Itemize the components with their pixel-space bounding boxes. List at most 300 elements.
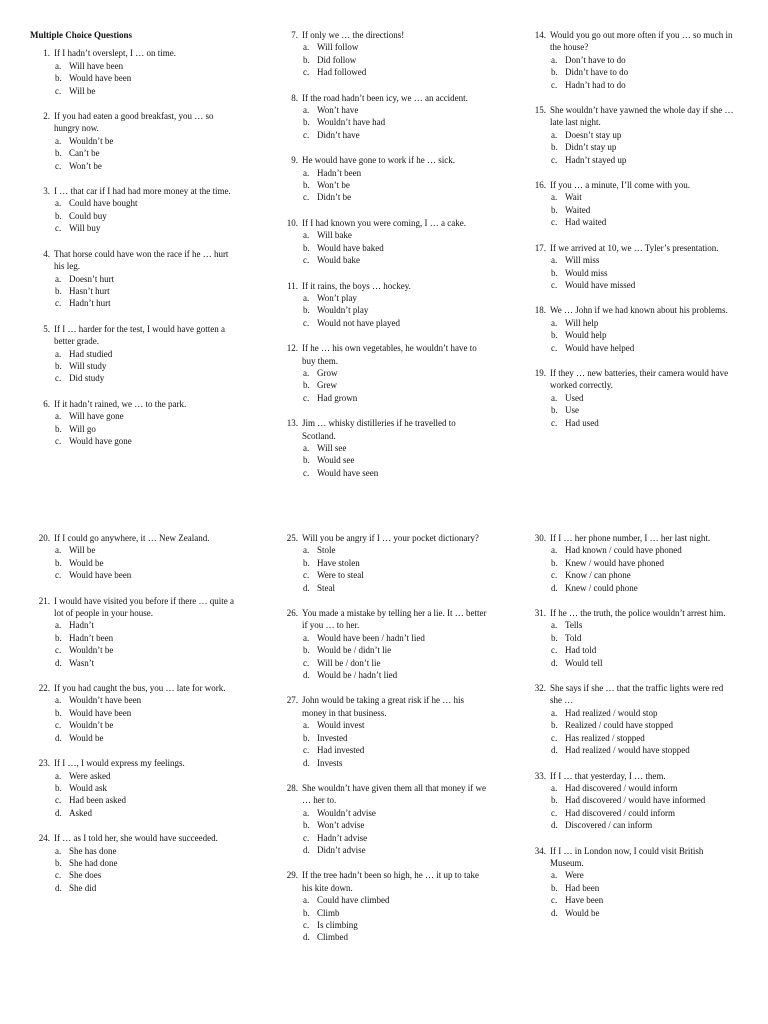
option-letter: a. — [303, 545, 310, 556]
question-item — [278, 154, 488, 204]
answer-option[interactable] — [550, 154, 736, 166]
question-number: 8. — [291, 92, 298, 103]
answer-option[interactable] — [302, 644, 488, 656]
answer-option[interactable] — [302, 254, 488, 266]
answer-option[interactable] — [302, 179, 488, 191]
question-text: If the road hadn’t been icy, we … an accident. — [302, 92, 468, 103]
answer-option[interactable] — [302, 931, 488, 943]
option-text: Didn’t have to do — [565, 67, 629, 78]
option-text: Had discovered / would have informed — [565, 795, 706, 806]
option-letter: d. — [303, 844, 310, 855]
answer-option[interactable] — [302, 367, 488, 379]
option-letter: b. — [303, 820, 310, 831]
option-text: Were asked — [69, 770, 111, 781]
option-text: She does — [69, 870, 102, 881]
question-text: If you had eaten a good breakfast, you … so hungry now. — [54, 111, 214, 134]
option-text: Had grown — [317, 392, 358, 403]
answer-option[interactable] — [550, 869, 736, 881]
answer-option[interactable] — [54, 297, 240, 309]
option-letter: a. — [551, 54, 558, 65]
option-letter: c. — [303, 657, 310, 668]
answer-option[interactable] — [550, 66, 736, 78]
answer-option[interactable] — [550, 54, 736, 66]
option-letter: d. — [55, 882, 62, 893]
option-letter: a. — [551, 392, 558, 403]
question-number: 33. — [534, 770, 546, 781]
option-letter: b. — [303, 455, 310, 466]
option-letter: b. — [55, 557, 62, 568]
answer-option[interactable] — [302, 54, 488, 66]
answer-option[interactable] — [550, 782, 736, 794]
question-item — [30, 532, 240, 582]
option-letter: c. — [551, 645, 558, 656]
answer-option[interactable] — [550, 204, 736, 216]
answer-option[interactable] — [550, 582, 736, 594]
option-letter: c. — [551, 342, 558, 353]
option-letter: c. — [551, 217, 558, 228]
option-letter: b. — [303, 380, 310, 391]
option-text: Wasn’t — [69, 657, 95, 668]
option-text: Doesn’t hurt — [69, 273, 115, 284]
option-letter: a. — [55, 411, 62, 422]
answer-option[interactable] — [550, 279, 736, 291]
option-letter: b. — [303, 180, 310, 191]
option-text: Had been asked — [69, 795, 126, 806]
answer-option[interactable] — [550, 882, 736, 894]
answer-option[interactable] — [54, 360, 240, 372]
option-text: Could buy — [69, 210, 107, 221]
option-letter: a. — [551, 545, 558, 556]
option-letter: c. — [55, 645, 62, 656]
question-number: 30. — [534, 533, 546, 543]
option-text: Would have been — [69, 73, 132, 84]
answer-options — [54, 845, 240, 895]
answer-option[interactable] — [302, 229, 488, 241]
answer-option[interactable] — [550, 417, 736, 429]
answer-option[interactable] — [550, 619, 736, 631]
answer-option[interactable] — [302, 454, 488, 466]
question-number: 25. — [286, 533, 298, 543]
option-letter: b. — [551, 795, 558, 806]
answer-option[interactable] — [302, 919, 488, 931]
answer-option[interactable] — [54, 285, 240, 297]
answer-option[interactable] — [550, 254, 736, 266]
answer-option[interactable] — [54, 782, 240, 794]
question-column — [278, 29, 488, 492]
option-text: Have been — [565, 895, 604, 906]
answer-option[interactable] — [54, 435, 240, 447]
option-text: Wouldn’t be — [69, 135, 114, 146]
answer-options — [54, 410, 240, 447]
answer-option[interactable] — [302, 832, 488, 844]
answer-option[interactable] — [550, 732, 736, 744]
option-text: Grow — [317, 367, 338, 378]
answer-option[interactable] — [550, 557, 736, 569]
option-letter: a. — [55, 770, 62, 781]
option-text: Didn’t have — [317, 129, 360, 140]
question-number: 3. — [43, 186, 50, 197]
option-text: Would have seen — [317, 467, 379, 478]
answer-options — [302, 442, 488, 479]
answer-option[interactable] — [302, 129, 488, 141]
question-number: 6. — [43, 398, 50, 409]
answer-option[interactable] — [550, 632, 736, 644]
option-letter: c. — [303, 392, 310, 403]
answer-option[interactable] — [302, 66, 488, 78]
answer-option[interactable] — [550, 719, 736, 731]
question-item — [30, 323, 240, 385]
answer-option[interactable] — [550, 329, 736, 341]
option-text: Wouldn’t advise — [317, 807, 376, 818]
answer-option[interactable] — [54, 770, 240, 782]
option-text: Did follow — [317, 54, 357, 65]
option-text: Won’t advise — [317, 820, 365, 831]
answer-option[interactable] — [550, 657, 736, 669]
answer-option[interactable] — [302, 657, 488, 669]
question-column — [30, 532, 240, 907]
answer-option[interactable] — [54, 632, 240, 644]
option-letter: a. — [55, 620, 62, 631]
option-letter: b. — [55, 73, 62, 84]
question-number: 12. — [286, 343, 298, 354]
answer-option[interactable] — [550, 569, 736, 581]
question-number: 2. — [43, 111, 50, 122]
answer-option[interactable] — [302, 292, 488, 304]
answer-options — [54, 694, 240, 744]
option-text: Waited — [565, 204, 591, 215]
option-text: Doesn’t stay up — [565, 129, 622, 140]
answer-options — [550, 54, 736, 91]
option-text: Hadn’t been — [317, 167, 362, 178]
answer-options — [550, 191, 736, 228]
option-letter: c. — [303, 317, 310, 328]
answer-option[interactable] — [54, 644, 240, 656]
question-item — [30, 595, 240, 669]
option-text: Hadn’t hurt — [69, 298, 111, 309]
option-text: Would not have played — [317, 317, 401, 328]
option-text: Knew / would have phoned — [565, 557, 664, 568]
question-number: 7. — [291, 30, 298, 40]
question-text: If it rains, the boys … hockey. — [302, 280, 411, 291]
question-number: 24. — [38, 833, 50, 844]
answer-option[interactable] — [550, 707, 736, 719]
answer-option[interactable] — [54, 72, 240, 84]
answer-option[interactable] — [550, 141, 736, 153]
answer-options — [302, 229, 488, 266]
question-text: Will you be angry if I … your pocket dictionary? — [302, 533, 479, 543]
answer-option[interactable] — [54, 372, 240, 384]
question-item — [30, 248, 240, 310]
option-letter: b. — [551, 204, 558, 215]
question-item — [278, 694, 488, 768]
option-letter: a. — [303, 230, 310, 241]
option-text: She had done — [69, 857, 118, 868]
answer-option[interactable] — [302, 819, 488, 831]
answer-option[interactable] — [54, 222, 240, 234]
answer-option[interactable] — [302, 669, 488, 681]
answer-option[interactable] — [550, 819, 736, 831]
answer-option[interactable] — [550, 392, 736, 404]
answer-option[interactable] — [302, 632, 488, 644]
answer-option[interactable] — [302, 191, 488, 203]
question-column — [526, 532, 736, 932]
answer-option[interactable] — [54, 882, 240, 894]
answer-option[interactable] — [302, 544, 488, 556]
answer-option[interactable] — [550, 79, 736, 91]
option-letter: c. — [55, 870, 62, 881]
question-text: If the tree hadn’t been so high, he … it up to take his kite down. — [302, 870, 480, 893]
option-letter: b. — [551, 267, 558, 278]
option-letter: d. — [303, 932, 310, 943]
option-text: Knew / could phone — [565, 582, 638, 593]
option-text: Realized / could have stopped — [565, 720, 673, 731]
answer-option[interactable] — [302, 757, 488, 769]
option-letter: b. — [55, 423, 62, 434]
answer-option[interactable] — [54, 619, 240, 631]
option-letter: b. — [55, 707, 62, 718]
answer-option[interactable] — [54, 423, 240, 435]
option-text: Would have been — [69, 707, 132, 718]
answer-options — [54, 770, 240, 820]
answer-option[interactable] — [550, 744, 736, 756]
option-text: Will be — [69, 85, 96, 96]
option-text: Had used — [565, 417, 599, 428]
answer-option[interactable] — [550, 794, 736, 806]
option-letter: b. — [55, 148, 62, 159]
answer-option[interactable] — [302, 844, 488, 856]
answer-option[interactable] — [54, 719, 240, 731]
answer-option[interactable] — [54, 273, 240, 285]
answer-options — [550, 129, 736, 166]
answer-option[interactable] — [302, 569, 488, 581]
option-text: Would be — [69, 557, 104, 568]
question-number: 21. — [38, 595, 50, 606]
question-item — [30, 757, 240, 819]
option-text: Will go — [69, 423, 96, 434]
option-letter: d. — [551, 657, 558, 668]
answer-option[interactable] — [550, 644, 736, 656]
option-text: Won’t have — [317, 105, 359, 116]
answer-option[interactable] — [302, 379, 488, 391]
answer-option[interactable] — [302, 582, 488, 594]
option-letter: b. — [303, 732, 310, 743]
answer-option[interactable] — [550, 191, 736, 203]
answer-option[interactable] — [54, 732, 240, 744]
answer-option[interactable] — [54, 794, 240, 806]
answer-option[interactable] — [302, 467, 488, 479]
question-text: If I had known you were coming, I … a cake. — [302, 217, 466, 228]
option-letter: a. — [551, 870, 558, 881]
option-text: Will bake — [317, 230, 352, 241]
question-item — [278, 29, 488, 79]
answer-option[interactable] — [550, 807, 736, 819]
question-text: I … that car if I had had more money at the time. — [54, 186, 231, 197]
option-letter: a. — [55, 60, 62, 71]
answer-option[interactable] — [54, 694, 240, 706]
question-number: 26. — [286, 608, 298, 619]
option-text: Can’t be — [69, 148, 100, 159]
document-title: Multiple Choice Questions — [30, 30, 133, 40]
answer-option[interactable] — [54, 845, 240, 857]
option-letter: c. — [551, 79, 558, 90]
option-text: Hadn’t — [69, 620, 94, 631]
answer-options — [54, 348, 240, 385]
answer-option[interactable] — [302, 242, 488, 254]
question-text: If it hadn’t rained, we … to the park. — [54, 398, 187, 409]
answer-option[interactable] — [54, 869, 240, 881]
option-letter: b. — [55, 285, 62, 296]
answer-option[interactable] — [550, 342, 736, 354]
answer-option[interactable] — [54, 410, 240, 422]
answer-option[interactable] — [302, 744, 488, 756]
option-letter: b. — [551, 67, 558, 78]
answer-option[interactable] — [302, 732, 488, 744]
option-letter: a. — [55, 695, 62, 706]
option-text: Were to steal — [317, 570, 364, 581]
option-letter: d. — [551, 820, 558, 831]
option-text: Wait — [565, 192, 582, 203]
question-text: He would have gone to work if he … sick. — [302, 155, 455, 166]
option-text: Did study — [69, 373, 105, 384]
answer-option[interactable] — [302, 557, 488, 569]
option-text: Would be / hadn’t lied — [317, 670, 398, 681]
question-text: If I … her phone number, I … her last night. — [550, 533, 711, 543]
question-text: If you … a minute, I’ll come with you. — [550, 180, 690, 191]
option-letter: c. — [303, 832, 310, 843]
question-number: 32. — [534, 683, 546, 694]
option-text: Would have been — [69, 570, 132, 581]
option-letter: c. — [303, 570, 310, 581]
answer-option[interactable] — [302, 41, 488, 53]
option-letter: c. — [55, 720, 62, 731]
answer-option[interactable] — [302, 392, 488, 404]
answer-option[interactable] — [54, 160, 240, 172]
question-number: 16. — [534, 180, 546, 191]
answer-option[interactable] — [302, 907, 488, 919]
option-text: Will be / don’t lie — [317, 657, 381, 668]
answer-option[interactable] — [550, 544, 736, 556]
option-letter: c. — [551, 895, 558, 906]
answer-option[interactable] — [550, 894, 736, 906]
option-letter: c. — [551, 417, 558, 428]
answer-option[interactable] — [54, 85, 240, 97]
answer-option[interactable] — [302, 894, 488, 906]
option-text: Will study — [69, 360, 107, 371]
option-text: Has realized / stopped — [565, 732, 645, 743]
option-text: Won’t be — [69, 160, 102, 171]
option-text: Hasn’t hurt — [69, 285, 110, 296]
answer-option[interactable] — [302, 167, 488, 179]
option-letter: b. — [303, 557, 310, 568]
option-text: Won’t be — [317, 180, 350, 191]
option-letter: a. — [55, 198, 62, 209]
answer-options — [54, 619, 240, 669]
answer-option[interactable] — [54, 147, 240, 159]
answer-option[interactable] — [54, 657, 240, 669]
question-number: 15. — [534, 105, 546, 116]
question-item — [278, 417, 488, 479]
option-letter: a. — [551, 192, 558, 203]
answer-option[interactable] — [302, 304, 488, 316]
question-column — [526, 29, 736, 442]
answer-option[interactable] — [302, 719, 488, 731]
answer-option[interactable] — [302, 807, 488, 819]
option-letter: b. — [303, 54, 310, 65]
answer-option[interactable] — [302, 116, 488, 128]
question-item — [526, 607, 736, 669]
option-letter: b. — [303, 645, 310, 656]
option-text: Will help — [565, 317, 599, 328]
answer-option[interactable] — [550, 317, 736, 329]
answer-option[interactable] — [550, 267, 736, 279]
option-letter: c. — [303, 919, 310, 930]
option-text: Will follow — [317, 42, 359, 53]
option-text: Will buy — [69, 223, 101, 234]
option-text: Won’t play — [317, 292, 357, 303]
option-letter: a. — [551, 620, 558, 631]
answer-option[interactable] — [54, 135, 240, 147]
option-letter: b. — [55, 360, 62, 371]
option-letter: a. — [303, 720, 310, 731]
answer-options — [54, 197, 240, 234]
answer-options — [550, 254, 736, 291]
answer-option[interactable] — [54, 569, 240, 581]
option-letter: a. — [551, 782, 558, 793]
option-letter: c. — [551, 279, 558, 290]
option-text: Tells — [565, 620, 583, 631]
option-text: Had waited — [565, 217, 607, 228]
question-text: Would you go out more often if you … so much in the house? — [550, 30, 733, 53]
question-text: If I …, I would express my feelings. — [54, 758, 185, 769]
answer-option[interactable] — [54, 60, 240, 72]
answer-option[interactable] — [54, 544, 240, 556]
question-item — [278, 280, 488, 330]
answer-option[interactable] — [302, 442, 488, 454]
option-text: Had studied — [69, 348, 113, 359]
answer-option[interactable] — [550, 404, 736, 416]
answer-option[interactable] — [54, 707, 240, 719]
answer-option[interactable] — [302, 317, 488, 329]
answer-option[interactable] — [302, 104, 488, 116]
answer-option[interactable] — [54, 197, 240, 209]
option-text: Hadn’t stayed up — [565, 154, 627, 165]
answer-option[interactable] — [54, 557, 240, 569]
answer-option[interactable] — [54, 210, 240, 222]
option-text: Could have bought — [69, 198, 138, 209]
question-text: She wouldn’t have yawned the whole day if she … late last night. — [550, 105, 734, 128]
question-item — [30, 185, 240, 235]
option-letter: b. — [551, 405, 558, 416]
question-item — [526, 179, 736, 229]
question-item — [526, 29, 736, 91]
option-letter: d. — [55, 657, 62, 668]
answer-option[interactable] — [54, 807, 240, 819]
answer-option[interactable] — [54, 857, 240, 869]
option-letter: d. — [551, 745, 558, 756]
answer-option[interactable] — [54, 348, 240, 360]
answer-option[interactable] — [550, 907, 736, 919]
question-text: We … John if we had known about his problems. — [550, 305, 728, 316]
answer-option[interactable] — [550, 216, 736, 228]
option-text: Will see — [317, 442, 347, 453]
question-text: If I could go anywhere, it … New Zealand. — [54, 533, 210, 543]
answer-option[interactable] — [550, 129, 736, 141]
option-letter: b. — [551, 632, 558, 643]
question-text: If we arrived at 10, we … Tyler’s presentation. — [550, 242, 719, 253]
question-item — [526, 367, 736, 429]
option-letter: b. — [551, 330, 558, 341]
option-letter: c. — [551, 154, 558, 165]
